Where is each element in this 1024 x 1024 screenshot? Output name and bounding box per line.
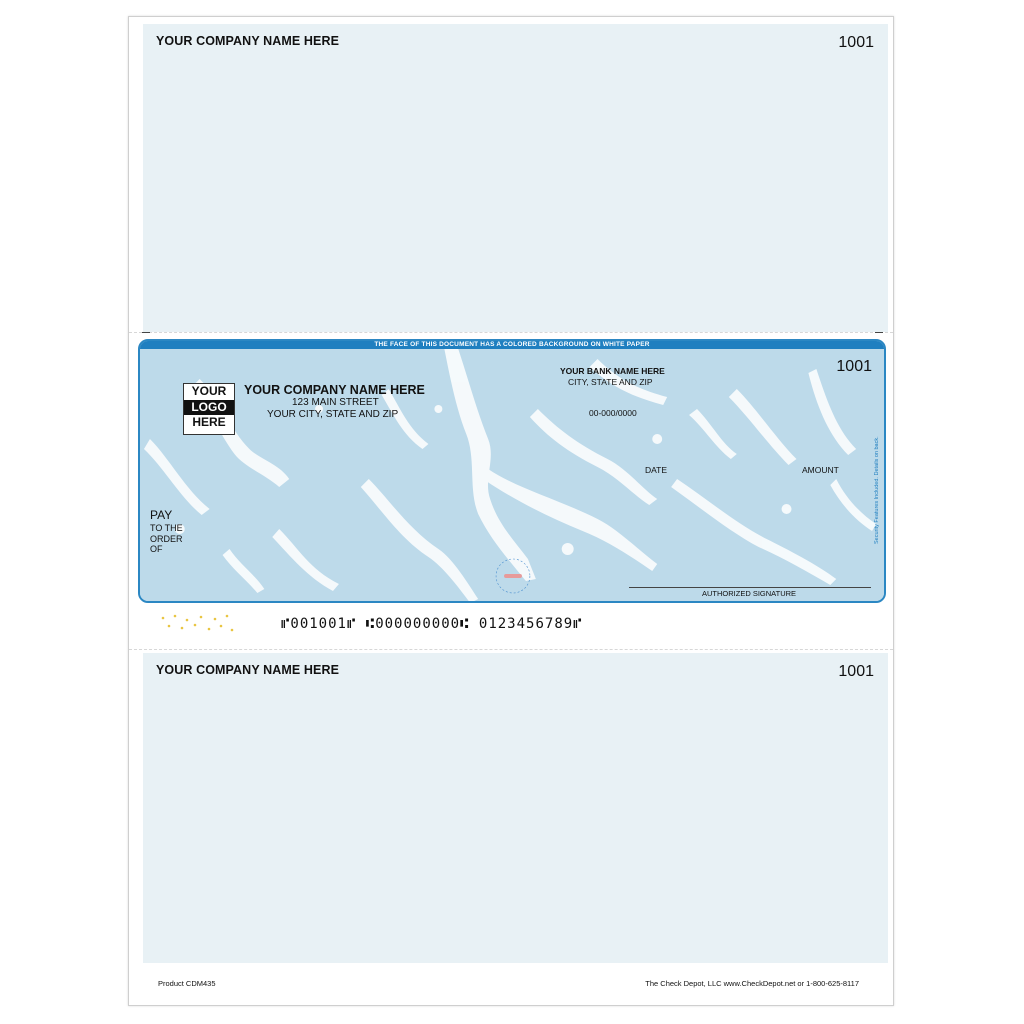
bottom-stub-company: YOUR COMPANY NAME HERE (156, 663, 340, 677)
security-banner: THE FACE OF THIS DOCUMENT HAS A COLORED BACKGROUND ON WHITE PAPER (140, 341, 884, 349)
company-street: 123 MAIN STREET (292, 397, 379, 408)
vendor-info: The Check Depot, LLC www.CheckDepot.net or 1-800-625-8117 (645, 979, 859, 988)
check-sheet (128, 16, 894, 1006)
product-code: Product CDM435 (158, 979, 216, 988)
signature-label: AUTHORIZED SIGNATURE (702, 589, 797, 598)
perforation-top (129, 332, 893, 333)
logo-line-2: LOGO (184, 400, 234, 416)
company-logo-placeholder (183, 383, 235, 435)
top-stub-company: YOUR COMPANY NAME HERE (156, 34, 340, 48)
bottom-stub (143, 653, 888, 963)
check-number: 1001 (836, 358, 872, 375)
top-stub (143, 24, 888, 332)
perforation-tick (875, 332, 883, 333)
perforation-bottom (129, 649, 893, 650)
logo-line-3: HERE (192, 415, 226, 429)
bank-city-state-zip: CITY, STATE AND ZIP (568, 377, 653, 387)
date-label: DATE (645, 465, 668, 475)
security-features-text (869, 396, 881, 546)
bank-name: YOUR BANK NAME HERE (560, 366, 665, 376)
top-stub-check-number: 1001 (838, 34, 874, 51)
pay-label: PAY (150, 508, 173, 522)
of-label: OF (150, 544, 163, 554)
check-company-name: YOUR COMPANY NAME HERE (244, 383, 425, 397)
amount-label: AMOUNT (802, 465, 839, 475)
bottom-stub-check-number: 1001 (838, 663, 874, 680)
hologram-stars-icon (157, 612, 237, 634)
micr-line: ⑈001001⑈ ⑆000000000⑆ 0123456789⑈ (281, 616, 583, 632)
check-face (138, 339, 886, 603)
perforation-tick (142, 332, 150, 333)
signature-line (629, 587, 871, 588)
routing-fraction: 00-000/0000 (589, 408, 637, 418)
security-features-label: Security Features Included. Details on back. (874, 436, 880, 544)
order-label: ORDER (150, 533, 183, 544)
to-the-label: TO THE (150, 523, 183, 533)
logo-line-1: YOUR (191, 384, 227, 398)
pay-to-the-order-of-label (150, 523, 183, 555)
company-city-state-zip: YOUR CITY, STATE AND ZIP (267, 409, 399, 420)
